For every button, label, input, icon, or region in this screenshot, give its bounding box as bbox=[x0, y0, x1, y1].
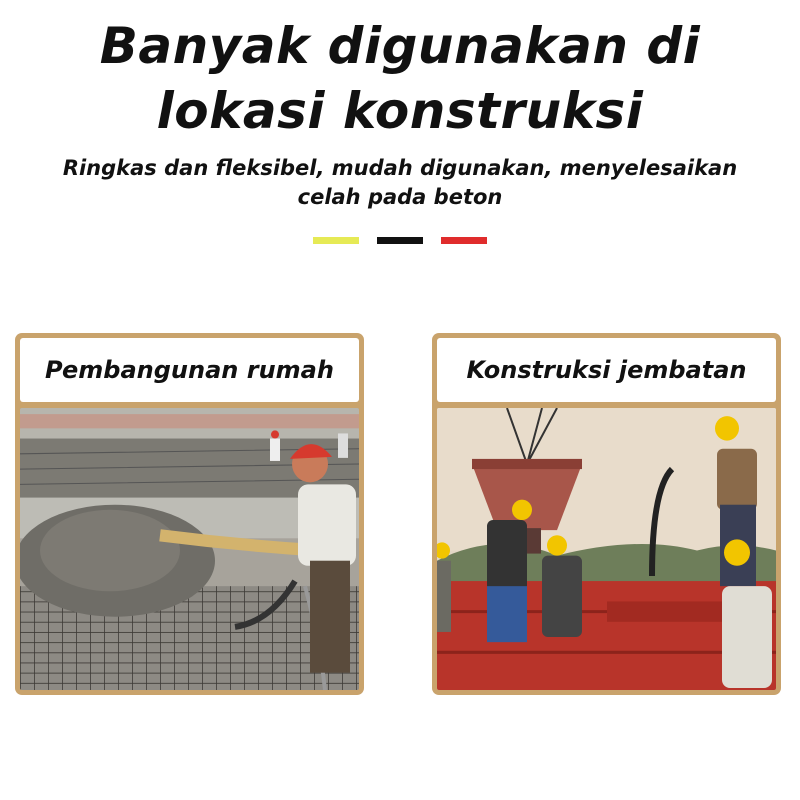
bridge-construction-photo bbox=[437, 408, 776, 690]
bridge-construction-label: Konstruksi jembatan bbox=[437, 338, 776, 402]
headline-line-2: lokasi konstruksi bbox=[156, 82, 644, 140]
house-construction-photo bbox=[20, 408, 359, 690]
house-construction-label: Pembangunan rumah bbox=[20, 338, 359, 402]
bridge-construction-card bbox=[432, 333, 781, 695]
red-accent-bar bbox=[441, 237, 487, 244]
subheading-line-1: Ringkas dan fleksibel, mudah digunakan, menyelesaikan bbox=[62, 156, 738, 180]
house-construction-card bbox=[15, 333, 364, 695]
yellow-accent-bar bbox=[313, 237, 359, 244]
black-accent-bar bbox=[377, 237, 423, 244]
subheading-line-2: celah pada beton bbox=[297, 185, 503, 209]
headline-line-1: Banyak digunakan di bbox=[99, 17, 701, 75]
